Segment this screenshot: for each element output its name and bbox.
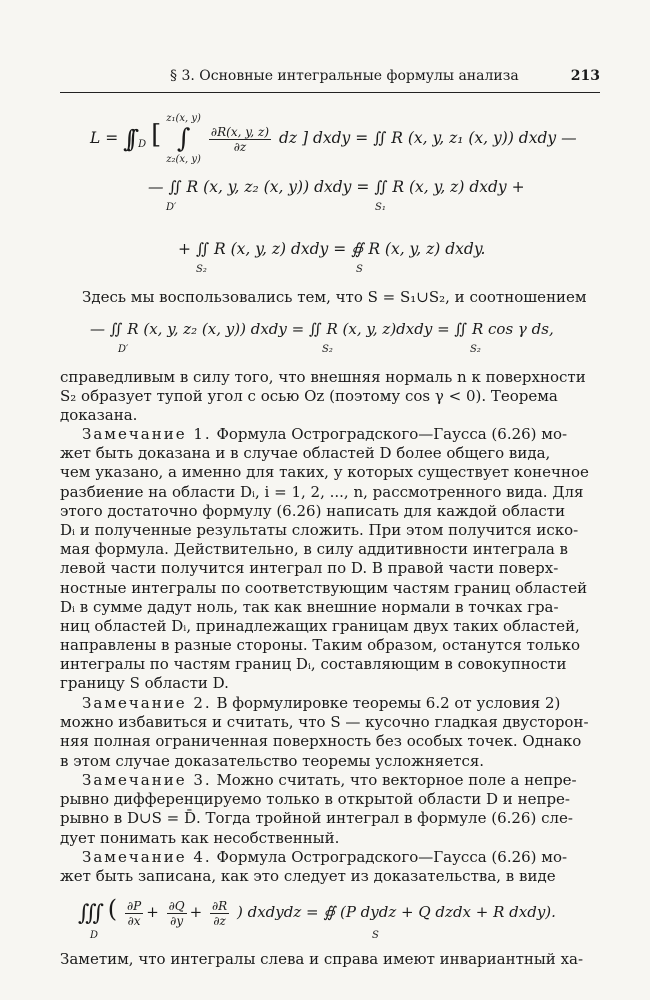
text-line: направлены в разные стороны. Таким образом, останутся только — [60, 636, 581, 655]
text-line: Dᵢ в сумме дадут ноль, так как внешние нормали в точках гра- — [60, 597, 559, 616]
text-line: ниц областей Dᵢ, принадлежащих границам двух таких областей, — [60, 616, 580, 635]
formula-3-body: + ∬ R (x, y, z) dxdy = ∯ R (x, y, z) dxdy. — [178, 240, 486, 258]
formula-1-tail: dz ] dxdy = ∬ R (x, y, z₁ (x, y)) dxdy — — [278, 129, 577, 147]
formula-2 — [148, 178, 525, 196]
text-line: Здесь мы воспользовались тем, что S = S₁∪S₂, и соотношением — [82, 288, 587, 306]
formula-5-sub-left: D — [90, 930, 99, 941]
left-paren: ( — [107, 895, 118, 923]
fraction-denominator: ∂z — [213, 913, 226, 928]
fraction-numerator: ∂R — [211, 898, 228, 913]
text-line: доказана. — [60, 406, 138, 425]
remark-4-label: Замечание 4. — [82, 848, 212, 866]
fraction-denominator: ∂y — [170, 913, 184, 928]
fraction-numerator: ∂Q — [168, 898, 185, 913]
fraction-denominator: ∂x — [127, 913, 141, 928]
formula-3 — [178, 240, 485, 258]
remark-2-first: В формулировке теоремы 6.2 от условия 2) — [216, 694, 561, 712]
page-number: 213 — [570, 68, 600, 84]
fraction-p — [125, 899, 143, 928]
paragraph-1 — [60, 288, 600, 307]
fraction-denominator: ∂z — [233, 139, 247, 154]
fraction-q — [167, 899, 187, 928]
remark-1 — [60, 425, 600, 694]
text-line — [60, 848, 600, 867]
text-line: этого достаточно формулу (6.26) написать для каждой области — [60, 501, 566, 520]
text-line — [60, 771, 600, 790]
formula-1-lhs: L = — [90, 129, 119, 147]
formula-5: ∭ ( $\frac{\partial P}{\partial x}$ + $\frac{\partial Q}{\partial y}$ + $\frac{\partial R}{\partial z}$ ) dxdydz = ∯ (P dydz + Q dzdx + R dxdy). — [78, 895, 556, 928]
running-title: § 3. Основные интегральные формулы анализа — [170, 68, 519, 84]
formula-2-sub-left: D′ — [166, 202, 177, 213]
text-line: чем указано, а именно для таких, у которых существует конечное — [60, 463, 589, 482]
formula-2-body: — ∬ R (x, y, z₂ (x, y)) dxdy = ∬ R (x, y, z) dxdy + — [148, 178, 525, 196]
text-line: можно избавиться и считать, что S — кусочно гладкая двусторон- — [60, 713, 589, 732]
remark-3-label: Замечание 3. — [82, 771, 212, 789]
paragraph-last — [60, 950, 600, 969]
single-integral-sign: ∫ — [176, 124, 191, 154]
text-line: жет быть доказана и в случае областей D более общего вида, — [60, 444, 551, 463]
formula-3-sub-right: S — [356, 264, 363, 275]
triple-integral-sign: ∭ — [78, 900, 96, 926]
text-line: интегралы по частям границ Dᵢ, составляющим в совокупности — [60, 655, 567, 674]
formula-1 — [90, 112, 577, 166]
fraction-r — [210, 899, 229, 928]
text-line: мая формула. Действительно, в силу аддитивности интеграла в — [60, 540, 569, 559]
formula-4-sub-3: S₂ — [470, 344, 481, 355]
text-line — [60, 425, 600, 444]
formula-4-sub-1: D′ — [118, 344, 129, 355]
formula-4 — [90, 320, 554, 338]
remark-4-first: Формула Остроградского—Гаусса (6.26) мо- — [216, 848, 568, 866]
inner-integral — [166, 112, 201, 166]
formula-2-sub-right: S₁ — [375, 202, 386, 213]
formula-5-tail: ) dxdydz = ∯ (P dydz + Q dzdx + R dxdy). — [237, 903, 556, 921]
text-line: справедливым в силу того, что внешняя нормаль n к поверхности — [60, 368, 586, 386]
text-line: рывно в D∪S = D̄. Тогда тройной интеграл в формуле (6.26) сле- — [60, 809, 573, 828]
double-integral-sign: ∫∫ — [123, 125, 131, 153]
text-line: ностные интегралы по соответствующим частям границ областей — [60, 578, 588, 597]
remark-3-first: Можно считать, что векторное поле a непре- — [216, 771, 577, 789]
formula-3-sub-left: S₂ — [196, 264, 207, 275]
remark-1-first: Формула Остроградского—Гаусса (6.26) мо- — [216, 425, 568, 443]
text-line: S₂ образует тупой угол с осью Oz (поэтому cos γ < 0). Теорема — [60, 387, 558, 406]
text-line: Заметим, что интегралы слева и справа имеют инвариантный ха- — [60, 950, 584, 968]
text-line: границу S области D. — [60, 674, 229, 693]
text-line: дует понимать как несобственный. — [60, 828, 340, 847]
remark-2-label: Замечание 2. — [82, 694, 212, 712]
text-line: левой части получится интеграл по D. В правой части поверх- — [60, 559, 559, 578]
text-line: в этом случае доказательство теоремы усложняется. — [60, 751, 485, 770]
remark-2 — [60, 694, 600, 771]
lower-limit: z₂(x, y) — [166, 154, 201, 165]
text-line: жет быть записана, как это следует из доказательства, в виде — [60, 867, 556, 886]
text-line: Dᵢ и полученные результаты сложить. При этом получится иско- — [60, 520, 579, 539]
paragraph-2 — [60, 368, 600, 426]
text-line: разбиение на области Dᵢ, i = 1, 2, ..., n, рассмотренного вида. Для — [60, 482, 584, 501]
remark-4 — [60, 848, 600, 886]
text-line: няя полная ограниченная поверхность без особых точек. Однако — [60, 732, 582, 751]
formula-5-sub-right: S — [372, 930, 379, 941]
upper-limit: z₁(x, y) — [166, 113, 201, 124]
formula-4-sub-2: S₂ — [322, 344, 333, 355]
remark-3 — [60, 771, 600, 848]
left-bracket: [ — [151, 120, 162, 150]
fraction-numerator: ∂R(x, y, z) — [210, 124, 270, 139]
formula-4-body: — ∬ R (x, y, z₂ (x, y)) dxdy = ∬ R (x, y, z)dxdy = ∬ R cos γ ds, — [90, 320, 554, 338]
partial-fraction — [209, 125, 271, 154]
running-header — [60, 68, 600, 93]
formula-1-domain: D — [138, 139, 147, 151]
fraction-numerator: ∂P — [126, 898, 142, 913]
remark-1-label: Замечание 1. — [82, 425, 212, 443]
text-line — [60, 694, 600, 713]
text-line: рывно дифференцируемо только в открытой области D и непре- — [60, 790, 570, 809]
